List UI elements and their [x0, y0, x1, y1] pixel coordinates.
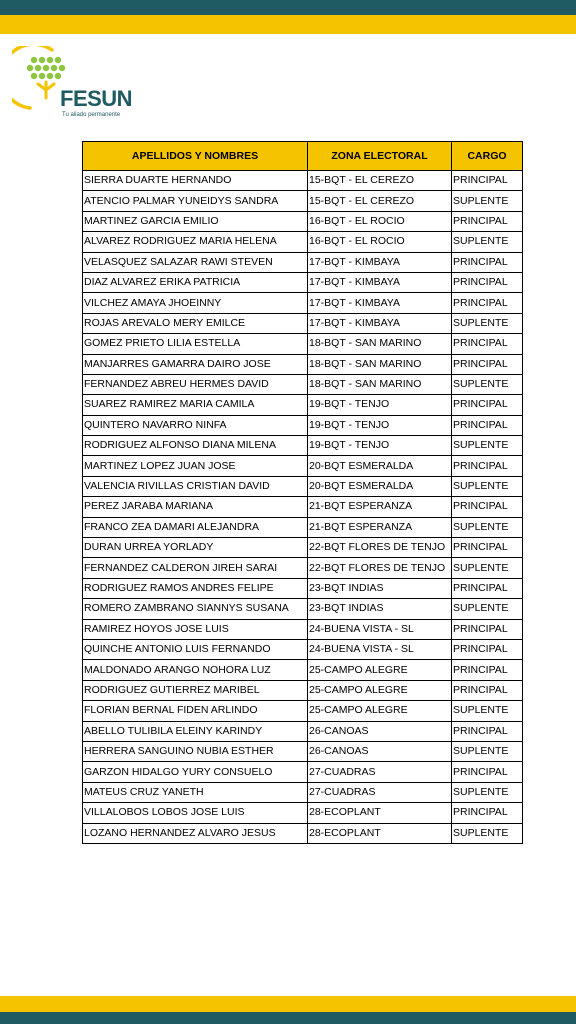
- cell-name: VELASQUEZ SALAZAR RAWI STEVEN: [83, 252, 308, 272]
- cell-role: PRINCIPAL: [452, 619, 523, 639]
- cell-name: ABELLO TULIBILA ELEINY KARINDY: [83, 721, 308, 741]
- top-yellow-band: [0, 15, 576, 34]
- cell-name: DIAZ ALVAREZ ERIKA PATRICIA: [83, 272, 308, 292]
- table-row: [83, 782, 523, 802]
- cell-zone: 15-BQT - EL CEREZO: [308, 171, 452, 191]
- table-row: [83, 660, 523, 680]
- cell-role: SUPLENTE: [452, 517, 523, 537]
- cell-role: PRINCIPAL: [452, 497, 523, 517]
- cell-zone: 18-BQT - SAN MARINO: [308, 354, 452, 374]
- cell-zone: 17-BQT - KIMBAYA: [308, 272, 452, 292]
- cell-role: PRINCIPAL: [452, 639, 523, 659]
- bottom-dark-band: [0, 1012, 576, 1024]
- table-row: [83, 517, 523, 537]
- cell-zone: 27-CUADRAS: [308, 762, 452, 782]
- cell-name: VALENCIA RIVILLAS CRISTIAN DAVID: [83, 476, 308, 496]
- table-row: [83, 252, 523, 272]
- cell-zone: 20-BQT ESMERALDA: [308, 476, 452, 496]
- table-row: [83, 374, 523, 394]
- cell-role: SUPLENTE: [452, 374, 523, 394]
- cell-zone: 17-BQT - KIMBAYA: [308, 293, 452, 313]
- table-row: [83, 619, 523, 639]
- table-row: [83, 171, 523, 191]
- table-body: [83, 171, 523, 844]
- table-row: [83, 313, 523, 333]
- cell-role: PRINCIPAL: [452, 762, 523, 782]
- cell-zone: 16-BQT - EL ROCIO: [308, 232, 452, 252]
- cell-role: PRINCIPAL: [452, 171, 523, 191]
- cell-role: PRINCIPAL: [452, 456, 523, 476]
- cell-zone: 15-BQT - EL CEREZO: [308, 191, 452, 211]
- cell-zone: 17-BQT - KIMBAYA: [308, 313, 452, 333]
- cell-name: MATEUS CRUZ YANETH: [83, 782, 308, 802]
- cell-name: FERNANDEZ ABREU HERMES DAVID: [83, 374, 308, 394]
- cell-role: PRINCIPAL: [452, 578, 523, 598]
- cell-role: PRINCIPAL: [452, 803, 523, 823]
- cell-name: ALVAREZ RODRIGUEZ MARIA HELENA: [83, 232, 308, 252]
- cell-zone: 22-BQT FLORES DE TENJO: [308, 558, 452, 578]
- cell-zone: 24-BUENA VISTA - SL: [308, 619, 452, 639]
- cell-zone: 19-BQT - TENJO: [308, 395, 452, 415]
- cell-name: VILCHEZ AMAYA JHOEINNY: [83, 293, 308, 313]
- cell-zone: 16-BQT - EL ROCIO: [308, 211, 452, 231]
- cell-role: SUPLENTE: [452, 782, 523, 802]
- cell-zone: 23-BQT INDIAS: [308, 578, 452, 598]
- table-row: [83, 415, 523, 435]
- table-row: [83, 639, 523, 659]
- cell-name: MARTINEZ GARCIA EMILIO: [83, 211, 308, 231]
- cell-name: GOMEZ PRIETO LILIA ESTELLA: [83, 334, 308, 354]
- cell-role: PRINCIPAL: [452, 680, 523, 700]
- table-row: [83, 599, 523, 619]
- electoral-roster-table: [82, 141, 523, 844]
- cell-zone: 25-CAMPO ALEGRE: [308, 660, 452, 680]
- table-row: [83, 680, 523, 700]
- table-row: [83, 701, 523, 721]
- cell-role: PRINCIPAL: [452, 354, 523, 374]
- cell-name: SIERRA DUARTE HERNANDO: [83, 171, 308, 191]
- cell-name: RODRIGUEZ GUTIERREZ MARIBEL: [83, 680, 308, 700]
- table-row: [83, 354, 523, 374]
- table-header-row: [83, 142, 523, 171]
- cell-role: PRINCIPAL: [452, 211, 523, 231]
- cell-role: PRINCIPAL: [452, 415, 523, 435]
- cell-zone: 18-BQT - SAN MARINO: [308, 334, 452, 354]
- cell-name: GARZON HIDALGO YURY CONSUELO: [83, 762, 308, 782]
- cell-name: SUAREZ RAMIREZ MARIA CAMILA: [83, 395, 308, 415]
- cell-role: PRINCIPAL: [452, 660, 523, 680]
- bottom-yellow-band: [0, 996, 576, 1012]
- cell-role: PRINCIPAL: [452, 721, 523, 741]
- brand-tagline: Tu aliado permanente: [62, 112, 121, 118]
- cell-name: FLORIAN BERNAL FIDEN ARLINDO: [83, 701, 308, 721]
- cell-name: LOZANO HERNANDEZ ALVARO JESUS: [83, 823, 308, 843]
- cell-role: SUPLENTE: [452, 558, 523, 578]
- cell-name: PEREZ JARABA MARIANA: [83, 497, 308, 517]
- header-zone: ZONA ELECTORAL: [308, 142, 452, 171]
- cell-role: SUPLENTE: [452, 232, 523, 252]
- table-row: [83, 293, 523, 313]
- table-row: [83, 476, 523, 496]
- table-row: [83, 272, 523, 292]
- cell-zone: 19-BQT - TENJO: [308, 436, 452, 456]
- cell-zone: 25-CAMPO ALEGRE: [308, 680, 452, 700]
- cell-zone: 26-CANOAS: [308, 721, 452, 741]
- table-row: [83, 232, 523, 252]
- cell-name: RODRIGUEZ ALFONSO DIANA MILENA: [83, 436, 308, 456]
- table-row: [83, 191, 523, 211]
- cell-role: PRINCIPAL: [452, 293, 523, 313]
- table-row: [83, 762, 523, 782]
- table-row: [83, 334, 523, 354]
- cell-role: PRINCIPAL: [452, 252, 523, 272]
- cell-name: QUINCHE ANTONIO LUIS FERNANDO: [83, 639, 308, 659]
- cell-name: ROJAS AREVALO MERY EMILCE: [83, 313, 308, 333]
- brand-name: FESUN: [60, 86, 133, 111]
- cell-name: MARTINEZ LOPEZ JUAN JOSE: [83, 456, 308, 476]
- table-row: [83, 436, 523, 456]
- header-names: APELLIDOS Y NOMBRES: [83, 142, 308, 171]
- cell-name: DURAN URREA YORLADY: [83, 538, 308, 558]
- cell-name: MALDONADO ARANGO NOHORA LUZ: [83, 660, 308, 680]
- cell-zone: 21-BQT ESPERANZA: [308, 517, 452, 537]
- cell-role: SUPLENTE: [452, 701, 523, 721]
- cell-name: HERRERA SANGUINO NUBIA ESTHER: [83, 741, 308, 761]
- cell-role: PRINCIPAL: [452, 538, 523, 558]
- table-row: [83, 538, 523, 558]
- table-row: [83, 497, 523, 517]
- cell-name: VILLALOBOS LOBOS JOSE LUIS: [83, 803, 308, 823]
- table-row: [83, 456, 523, 476]
- cell-role: PRINCIPAL: [452, 272, 523, 292]
- cell-name: RODRIGUEZ RAMOS ANDRES FELIPE: [83, 578, 308, 598]
- cell-role: PRINCIPAL: [452, 334, 523, 354]
- cell-role: SUPLENTE: [452, 823, 523, 843]
- cell-name: FERNANDEZ CALDERON JIREH SARAI: [83, 558, 308, 578]
- table-row: [83, 721, 523, 741]
- cell-name: FRANCO ZEA DAMARI ALEJANDRA: [83, 517, 308, 537]
- cell-zone: 25-CAMPO ALEGRE: [308, 701, 452, 721]
- cell-name: RAMIREZ HOYOS JOSE LUIS: [83, 619, 308, 639]
- cell-zone: 23-BQT INDIAS: [308, 599, 452, 619]
- cell-zone: 17-BQT - KIMBAYA: [308, 252, 452, 272]
- table-row: [83, 578, 523, 598]
- cell-role: SUPLENTE: [452, 436, 523, 456]
- table-row: [83, 823, 523, 843]
- table-row: [83, 803, 523, 823]
- cell-name: ATENCIO PALMAR YUNEIDYS SANDRA: [83, 191, 308, 211]
- cell-role: SUPLENTE: [452, 313, 523, 333]
- cell-zone: 19-BQT - TENJO: [308, 415, 452, 435]
- cell-role: PRINCIPAL: [452, 395, 523, 415]
- cell-zone: 21-BQT ESPERANZA: [308, 497, 452, 517]
- cell-zone: 28-ECOPLANT: [308, 803, 452, 823]
- header-role: CARGO: [452, 142, 523, 171]
- table-row: [83, 741, 523, 761]
- cell-zone: 20-BQT ESMERALDA: [308, 456, 452, 476]
- table-row: [83, 395, 523, 415]
- cell-zone: 26-CANOAS: [308, 741, 452, 761]
- cell-role: SUPLENTE: [452, 191, 523, 211]
- cell-zone: 18-BQT - SAN MARINO: [308, 374, 452, 394]
- cell-role: SUPLENTE: [452, 476, 523, 496]
- top-dark-band: [0, 0, 576, 15]
- cell-role: SUPLENTE: [452, 741, 523, 761]
- cell-zone: 28-ECOPLANT: [308, 823, 452, 843]
- cell-role: SUPLENTE: [452, 599, 523, 619]
- cell-zone: 24-BUENA VISTA - SL: [308, 639, 452, 659]
- table-row: [83, 558, 523, 578]
- cell-zone: 22-BQT FLORES DE TENJO: [308, 538, 452, 558]
- cell-zone: 27-CUADRAS: [308, 782, 452, 802]
- cell-name: ROMERO ZAMBRANO SIANNYS SUSANA: [83, 599, 308, 619]
- table-row: [83, 211, 523, 231]
- cell-name: MANJARRES GAMARRA DAIRO JOSE: [83, 354, 308, 374]
- cell-name: QUINTERO NAVARRO NINFA: [83, 415, 308, 435]
